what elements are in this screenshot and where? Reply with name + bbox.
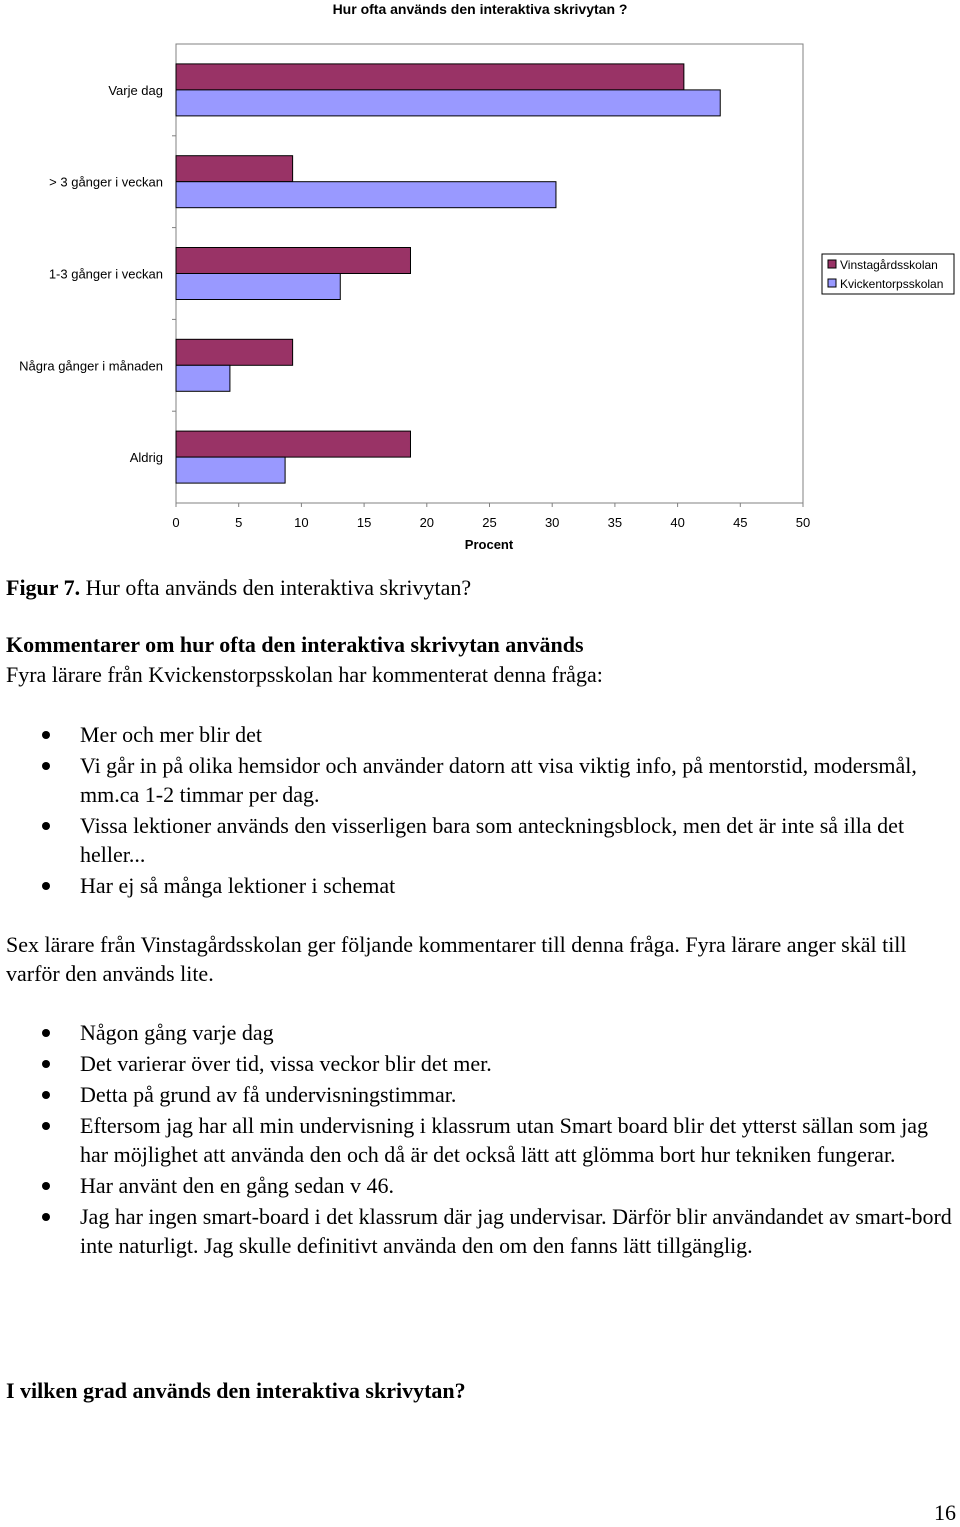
- x-tick-label: 15: [356, 515, 372, 530]
- bar-chart: [0, 0, 960, 560]
- bar: [176, 248, 410, 274]
- x-tick-label: 25: [482, 515, 497, 530]
- chart-title: Hur ofta används den interaktiva skrivytan ?: [332, 1, 628, 17]
- y-tick-label: Varje dag: [108, 82, 163, 98]
- page-number: 16: [934, 1500, 956, 1525]
- x-tick-label: 30: [544, 515, 560, 530]
- x-tick-label: 50: [795, 515, 811, 530]
- bar: [176, 457, 285, 483]
- bar: [176, 365, 230, 391]
- x-tick-label: 0: [172, 515, 180, 530]
- y-tick-label: 1-3 gånger i veckan: [48, 266, 163, 282]
- list-item: Har använt den en gång sedan v 46.: [0, 1171, 960, 1200]
- x-tick-label: 40: [670, 515, 685, 530]
- figure-caption-text: Hur ofta används den interaktiva skrivytan?: [80, 575, 472, 600]
- x-tick-label: 5: [235, 515, 243, 530]
- legend-label: Vinstagårdsskolan: [840, 258, 938, 272]
- list-item: Vissa lektioner används den visserligen bara som anteckningsblock, men det är inte så illa det heller...: [0, 811, 960, 869]
- y-tick-label: Aldrig: [129, 450, 163, 466]
- list-item: Jag har ingen smart-board i det klassrum där jag undervisar. Därför blir användandet av smart-bord inte naturligt. Jag skulle definitivt använda den om den fanns lätt tillgänglig.: [0, 1202, 960, 1260]
- list-item: Detta på grund av få undervisningstimmar.: [0, 1080, 960, 1109]
- bar: [176, 274, 340, 300]
- y-tick-label: Några gånger i månaden: [19, 358, 163, 374]
- x-tick-label: 35: [607, 515, 623, 530]
- x-tick-label: 20: [419, 515, 435, 530]
- list-item: Någon gång varje dag: [0, 1018, 960, 1047]
- section1-bullet-list: [0, 720, 960, 902]
- chart-legend: [822, 254, 954, 294]
- figure-label: Figur 7.: [6, 575, 81, 600]
- section-heading-degree: I vilken grad används den interaktiva skrivytan?: [6, 1378, 466, 1403]
- figure-caption: [6, 574, 471, 602]
- bar: [176, 431, 410, 457]
- legend-label: Kvickentorpsskolan: [840, 277, 944, 291]
- section1-intro: Fyra lärare från Kvickenstorpsskolan har kommenterat denna fråga:: [6, 662, 603, 687]
- section2-intro: Sex lärare från Vinstagårdsskolan ger följande kommentarer till denna fråga. Fyra lärare anger skäl till varför den används lite.: [6, 932, 907, 986]
- legend-swatch: [828, 260, 836, 268]
- bar: [176, 64, 684, 90]
- list-item: Har ej så många lektioner i schemat: [0, 871, 960, 900]
- bar: [176, 156, 293, 182]
- section2-bullet-list: [0, 1018, 960, 1262]
- list-item: Det varierar över tid, vissa veckor blir det mer.: [0, 1049, 960, 1078]
- y-tick-label: > 3 gånger i veckan: [49, 174, 163, 190]
- x-tick-label: 10: [294, 515, 309, 530]
- bar: [176, 339, 293, 365]
- list-item: Eftersom jag har all min undervisning i klassrum utan Smart board blir det ytterst sällan som jag har möjlighet att använda den och då är det också lätt att glömma bort hur tekniken fungerar.: [0, 1111, 960, 1169]
- x-tick-label: 45: [733, 515, 748, 530]
- x-axis-label: Procent: [464, 537, 514, 552]
- legend-swatch: [828, 279, 836, 287]
- section-heading-comments: Kommentarer om hur ofta den interaktiva skrivytan används: [6, 632, 584, 657]
- bar: [176, 182, 556, 208]
- list-item: Mer och mer blir det: [0, 720, 960, 749]
- list-item: Vi går in på olika hemsidor och använder datorn att visa viktig info, på mentorstid, modersmål, mm.ca 1-2 timmar per dag.: [0, 751, 960, 809]
- bar: [176, 90, 720, 116]
